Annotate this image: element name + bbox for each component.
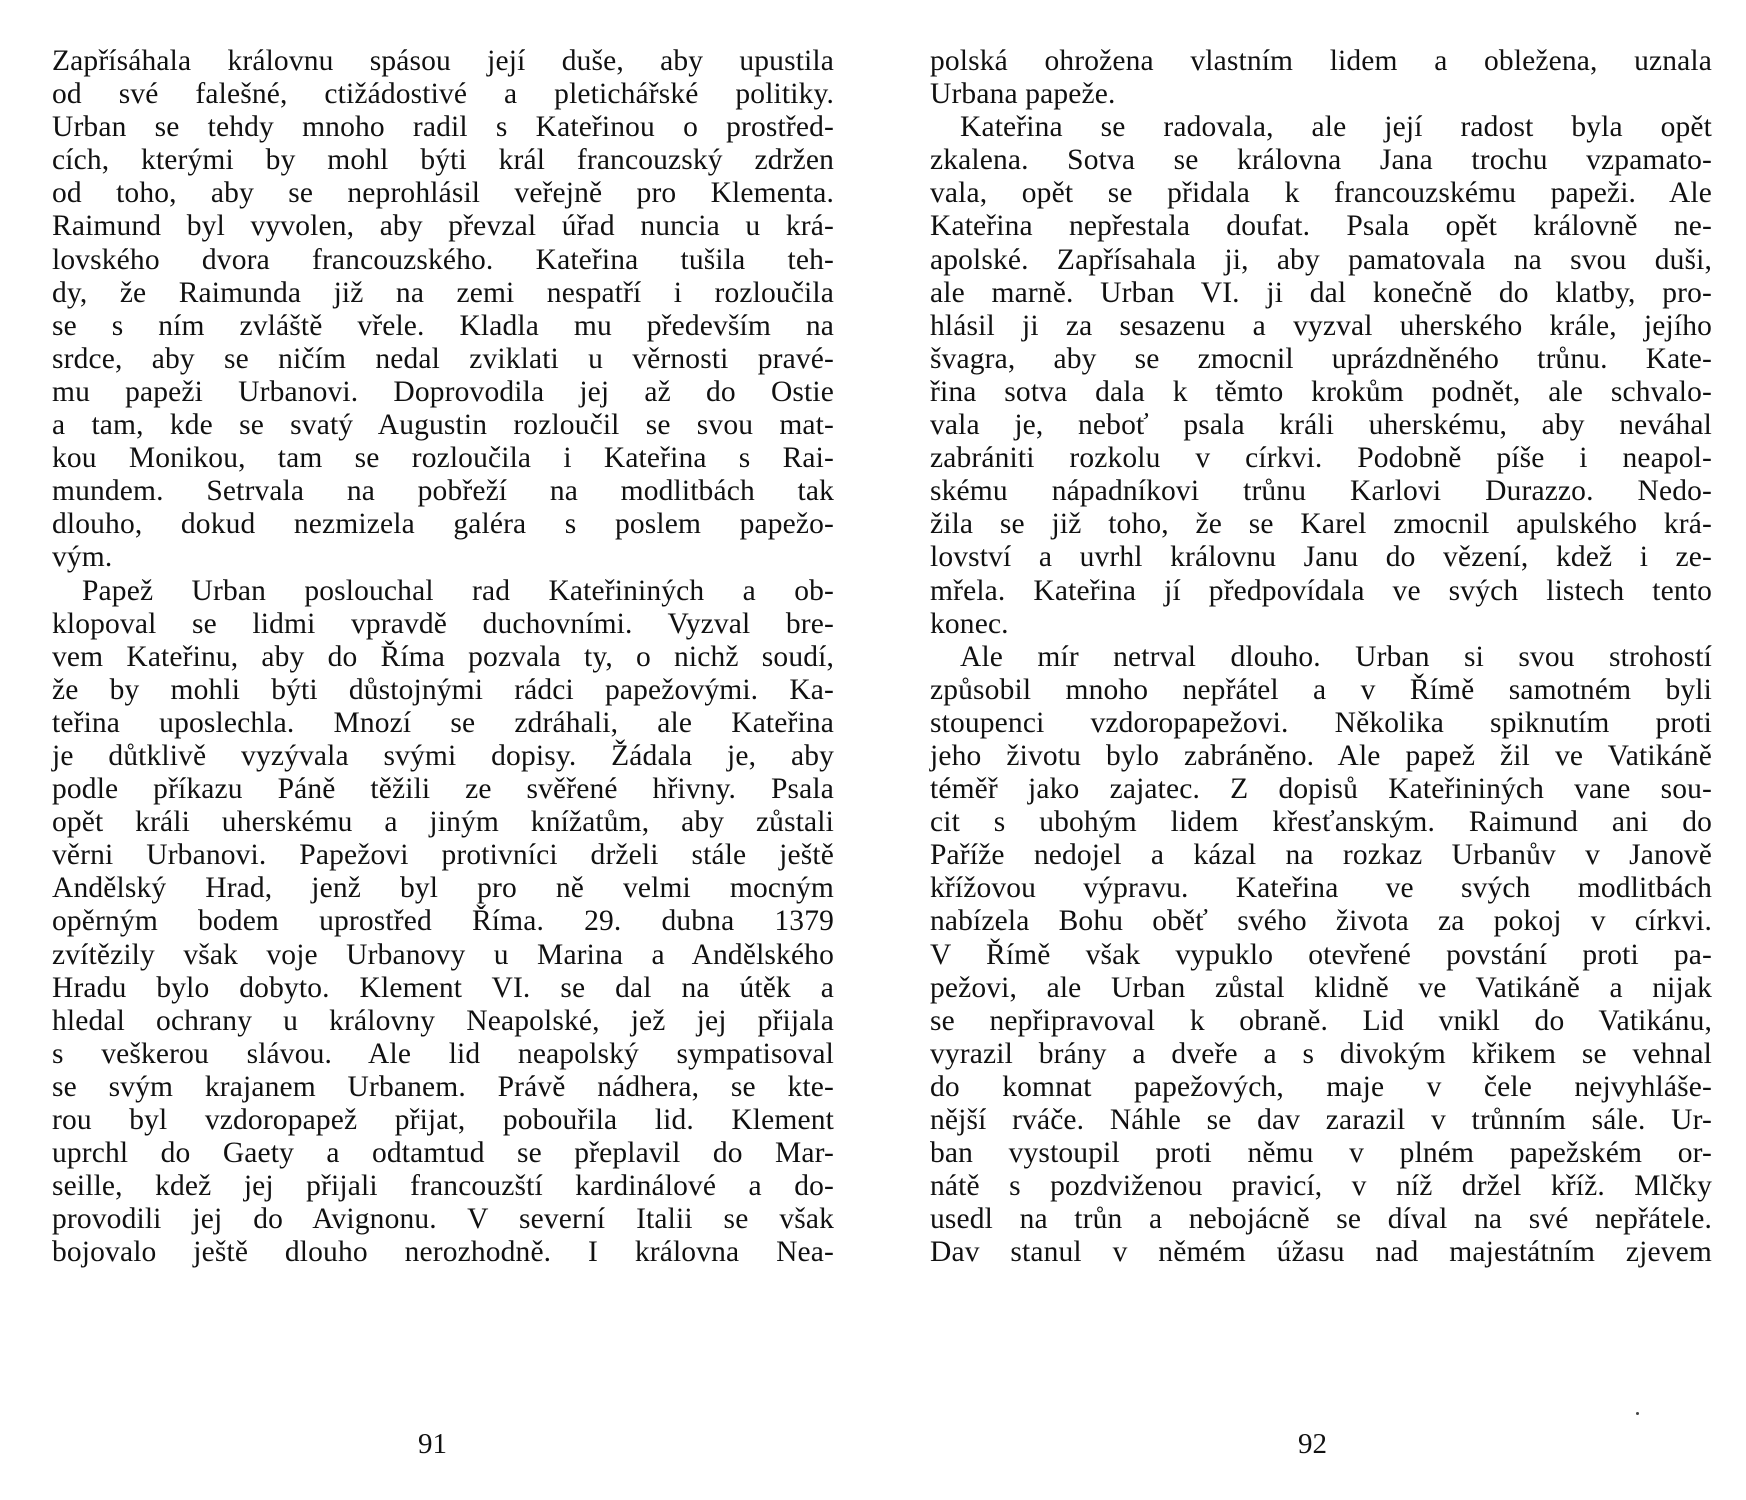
text-line: Raimund byl vyvolen, aby převzal úřad nuncia u krá- xyxy=(52,210,834,243)
text-line: způsobil mnoho nepřátel a v Římě samotném byli xyxy=(930,673,1712,706)
text-line: Kateřina se radovala, ale její radost byla opět xyxy=(960,111,1712,144)
text-line: se s ním zvláště vřele. Kladla mu především na xyxy=(52,309,834,342)
page-number-left: 91 xyxy=(418,1428,447,1460)
text-line: dy, že Raimunda již na zemi nespatří i rozloučila xyxy=(52,276,834,309)
text-line: zabrániti rozkolu v církvi. Podobně píše i neapol- xyxy=(930,442,1712,475)
text-line: V Římě však vypuklo otevřené povstání proti pa- xyxy=(930,938,1712,971)
text-line: mundem. Setrvala na pobřeží na modlitbách tak xyxy=(52,475,834,508)
text-line: a tam, kde se svatý Augustin rozloučil se svou mat- xyxy=(52,409,834,442)
text-line: usedl na trůn a nebojácně se díval na své nepřátele. xyxy=(930,1203,1712,1236)
text-line: polská ohrožena vlastním lidem a obležena, uznala xyxy=(930,45,1712,77)
text-line: ban vystoupil proti němu v plném papežském or- xyxy=(930,1137,1712,1170)
text-line: podle příkazu Páně těžili ze svěřené hřivny. Psala xyxy=(52,773,834,806)
text-line: vyrazil brány a dveře a s divokým křikem se vehnal xyxy=(930,1037,1712,1070)
text-line: Kateřina nepřestala doufat. Psala opět královně ne- xyxy=(930,210,1712,243)
text-line: stoupenci vzdoropapežovi. Několika spiknutím proti xyxy=(930,706,1712,739)
text-line: bojovalo ještě dlouho nerozhodně. I královna Nea- xyxy=(52,1236,834,1269)
text-line: cit s ubohým lidem křesťanským. Raimund ani do xyxy=(930,806,1712,839)
text-line: žila se již toho, že se Karel zmocnil apulského krá- xyxy=(930,508,1712,541)
text-line: od své falešné, ctižádostivé a pletichářské politiky. xyxy=(52,78,834,111)
text-line: opět králi uherskému a jiným knížatům, aby zůstali xyxy=(52,806,834,839)
text-line: hledal ochrany u královny Neapolské, jež jej přijala xyxy=(52,1004,834,1037)
text-line: nátě s pozdviženou pravicí, v níž držel kříž. Mlčky xyxy=(930,1170,1712,1203)
text-line: opěrným bodem uprostřed Říma. 29. dubna 1379 xyxy=(52,905,834,938)
text-line: Dav stanul v němém úžasu nad majestátním zjevem xyxy=(930,1236,1712,1269)
text-line: uprchl do Gaety a odtamtud se přeplavil do Mar- xyxy=(52,1137,834,1170)
text-line: nabízela Bohu oběť svého života za pokoj v církvi. xyxy=(930,905,1712,938)
text-line: skému nápadníkovi trůnu Karlovi Durazzo. Nedo- xyxy=(930,475,1712,508)
text-line: vala je, neboť psala králi uherskému, aby neváhal xyxy=(930,409,1712,442)
text-line: lovství a uvrhl královnu Janu do vězení, kdež i ze- xyxy=(930,541,1712,574)
text-line: se svým krajanem Urbanem. Právě nádhera, se kte- xyxy=(52,1070,834,1103)
text-line: Paříže nedojel a kázal na rozkaz Urbanův v Janově xyxy=(930,839,1712,872)
text-line: zkalena. Sotva se královna Jana trochu vzpamato- xyxy=(930,144,1712,177)
text-line: Zapřísáhala královnu spásou její duše, aby upustila xyxy=(52,45,834,77)
page-left-text xyxy=(52,45,834,1269)
text-line: od toho, aby se neprohlásil veřejně pro Klementa. xyxy=(52,177,834,210)
text-line: mřela. Kateřina jí předpovídala ve svých listech tento xyxy=(930,574,1712,607)
text-line: pežovi, ale Urban zůstal klidně ve Vatikáně a nijak xyxy=(930,971,1712,1004)
text-line: nější rváče. Náhle se dav zarazil v trůnním sále. Ur- xyxy=(930,1104,1712,1136)
text-line: křížovou výpravu. Kateřina ve svých modlitbách xyxy=(930,872,1712,905)
text-line: srdce, aby se ničím nedal zviklati u věrnosti pravé- xyxy=(52,342,834,375)
page-number-right: 92 xyxy=(1298,1428,1327,1460)
text-line: je důtklivě vyzývala svými dopisy. Žádala je, aby xyxy=(52,739,834,772)
text-line: jeho životu bylo zabráněno. Ale papež žil ve Vatikáně xyxy=(930,739,1712,772)
text-line: Papež Urban poslouchal rad Kateřininých a ob- xyxy=(82,574,834,607)
text-line: lovského dvora francouzského. Kateřina tušila teh- xyxy=(52,243,834,276)
text-line: vem Kateřinu, aby do Říma pozvala ty, o nichž soudí, xyxy=(52,640,834,673)
text-line: Ale mír netrval dlouho. Urban si svou strohostí xyxy=(960,640,1712,673)
text-line: dlouho, dokud nezmizela galéra s poslem papežo- xyxy=(52,508,834,541)
text-line: Urbana papeže. xyxy=(930,78,1116,111)
text-line: klopoval se lidmi vpravdě duchovními. Vyzval bre- xyxy=(52,607,834,640)
text-line: věrni Urbanovi. Papežovi protivníci drželi stále ještě xyxy=(52,839,834,872)
text-line: seille, kdež jej přijali francouzští kardinálové a do- xyxy=(52,1170,834,1203)
text-line: teřina uposlechla. Mnozí se zdráhali, ale Kateřina xyxy=(52,706,834,739)
text-line: zvítězily však voje Urbanovy u Marina a Andělského xyxy=(52,938,834,971)
text-line: rou byl vzdoropapež přijat, pobouřila lid. Klement xyxy=(52,1104,834,1136)
text-line: švagra, aby se zmocnil uprázdněného trůnu. Kate- xyxy=(930,342,1712,375)
text-line: hlásil ji za sesazenu a vyzval uherského krále, jejího xyxy=(930,309,1712,342)
text-line: cích, kterými by mohl býti král francouzský zdržen xyxy=(52,144,834,177)
text-line: mu papeži Urbanovi. Doprovodila jej až do Ostie xyxy=(52,375,834,408)
text-line: do komnat papežových, maje v čele nejvyhláše- xyxy=(930,1070,1712,1103)
page-right-text xyxy=(930,45,1712,1269)
text-line: téměř jako zajatec. Z dopisů Kateřininých vane sou- xyxy=(930,773,1712,806)
text-line: vým. xyxy=(52,541,113,574)
text-line: Urban se tehdy mnoho radil s Kateřinou o prostřed- xyxy=(52,111,834,144)
text-line: s veškerou slávou. Ale lid neapolský sympatisoval xyxy=(52,1037,834,1070)
text-line: Hradu bylo dobyto. Klement VI. se dal na útěk a xyxy=(52,971,834,1004)
text-line: Andělský Hrad, jenž byl pro ně velmi mocným xyxy=(52,872,834,905)
text-line: že by mohli býti důstojnými rádci papežovými. Ka- xyxy=(52,673,834,706)
text-line: vala, opět se přidala k francouzskému papeži. Ale xyxy=(930,177,1712,210)
text-line: apolské. Zapřísahala ji, aby pamatovala na svou duši, xyxy=(930,243,1712,276)
text-line: konec. xyxy=(930,607,1009,640)
text-line: ale marně. Urban VI. ji dal konečně do klatby, pro- xyxy=(930,276,1712,309)
text-line: provodili jej do Avignonu. V severní Italii se však xyxy=(52,1203,834,1236)
text-line: se nepřipravoval k obraně. Lid vnikl do Vatikánu, xyxy=(930,1004,1712,1037)
print-speck xyxy=(1636,1412,1639,1415)
text-line: kou Monikou, tam se rozloučila i Kateřina s Rai- xyxy=(52,442,834,475)
text-line: řina sotva dala k těmto krokům podnět, ale schvalo- xyxy=(930,375,1712,408)
